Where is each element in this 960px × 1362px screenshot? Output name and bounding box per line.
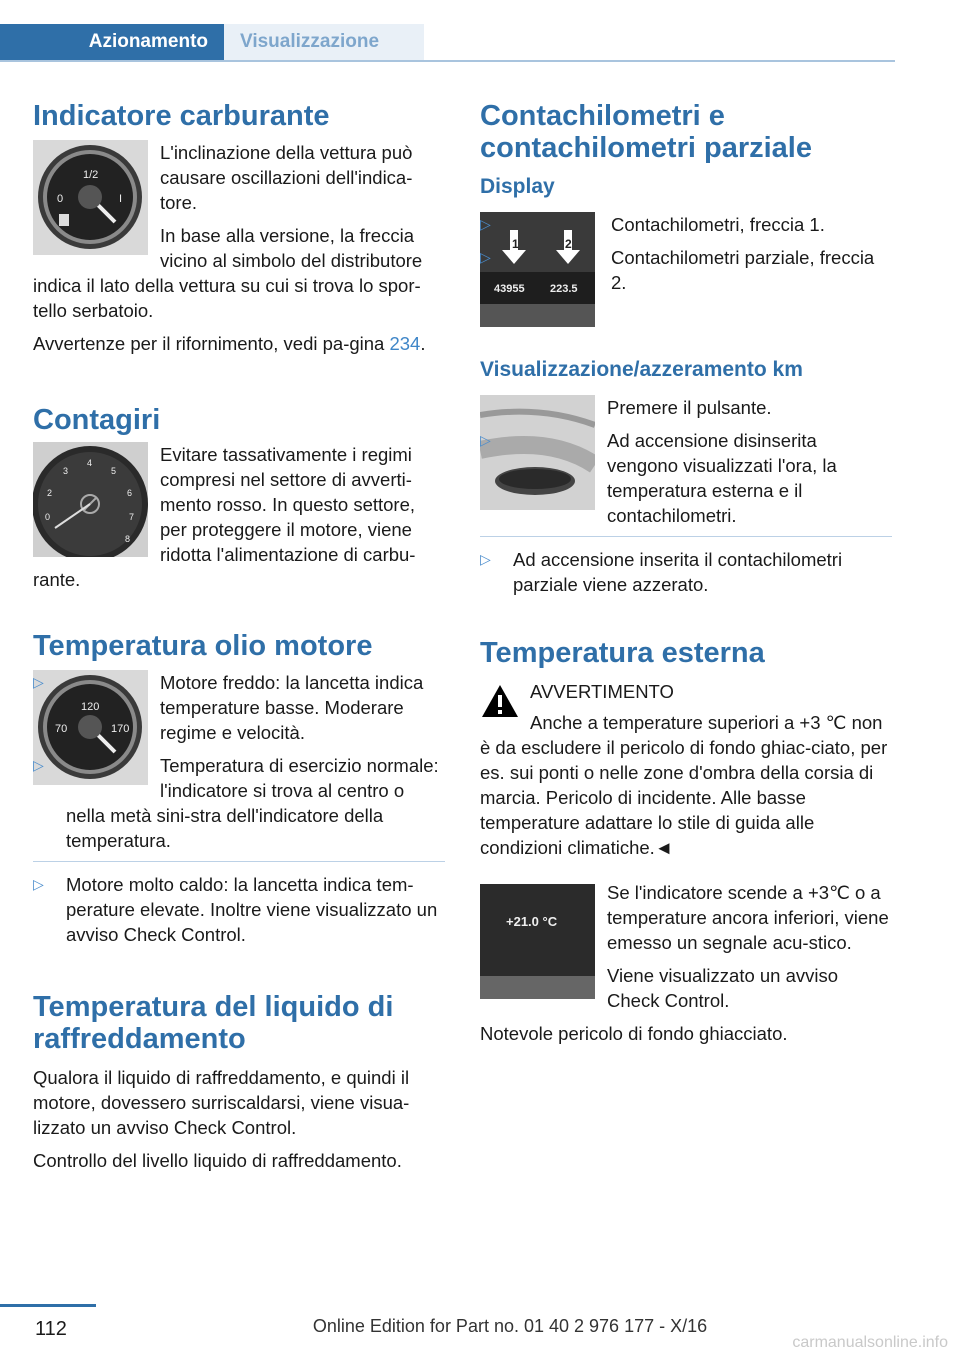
outside-p2: Viene visualizzato un avviso Check Control. [607,965,839,1011]
tach-5: 5 [111,466,117,476]
fuel-gauge-half: 1/2 [83,169,99,181]
odometer-title: Contachilometri e contachilometri parziale [480,100,812,164]
triangle-bullet-icon: ▷ [33,757,44,773]
tachometer-image [33,442,148,557]
tach-8: 8 [125,534,131,544]
rpm-p1: Evitare tassativamente i regimi compresi nel settore di avverti-mento rosso. In questo settore, per proteggere il motore, viene ridotta l'alimentazione di carbu-rante. [33,444,416,590]
reset-subtitle: Visualizzazione/azzeramento km [480,358,803,381]
list-item [33,670,445,745]
section-coolant [33,991,445,1173]
fuel-p3-text: Avvertenze per il rifornimento, vedi pa-gina [33,333,390,354]
section-outside-temp [480,637,892,1046]
oil-item-2: Temperatura di esercizio normale: l'indicatore si trova al centro o nella metà sini-stra dell'indicatore della temperatura. [66,755,439,851]
list-item [480,212,892,237]
warning-text: Anche a temperature superiori a +3 ℃ non è da escludere il pericolo di fondo ghiac-ciato, per es. sui ponti o nelle zone d'ombra della corsia di marcia. Pericolo di incidente. Alle basse temperature adattare lo stile di guida alle condizioni climatiche.◄ [480,712,888,858]
fuel-title: Indicatore carburante [33,100,330,132]
arrow-2-label: 2 [565,237,572,251]
oil-title: Temperatura olio motore [33,630,373,662]
triangle-bullet-icon: ▷ [33,674,44,690]
coolant-p1: Qualora il liquido di raffreddamento, e quindi il motore, dovessero surriscaldarsi, viene visua-lizzato un avviso Check Control. [33,1067,410,1138]
tab-azionamento[interactable]: Azionamento [0,24,224,60]
tach-0: 0 [45,512,51,522]
coolant-title: Temperatura del liquido di raffreddamento [33,991,394,1055]
page-number: 112 [35,1318,67,1340]
triangle-bullet-icon: ▷ [33,876,44,892]
fuel-gauge-zero: 0 [57,193,64,205]
triangle-bullet-icon: ▷ [480,432,491,448]
display-item-2: Contachilometri parziale, freccia 2. [611,247,875,293]
header-tabs [0,24,895,62]
fuel-p3-end: . [420,333,426,354]
outside-p1: Se l'indicatore scende a +3℃ o a temperature ancora inferiori, viene emesso un segnale acu-stico. [607,882,889,953]
left-column [33,100,445,1173]
warning-triangle-icon [480,683,520,719]
edition-line: Online Edition for Part no. 01 40 2 976 177 - X/16 [312,1316,708,1336]
oil-gauge-low: 70 [55,723,68,735]
outside-title: Temperatura esterna [480,637,765,669]
display-item-1: Contachilometri, freccia 1. [611,214,825,235]
section-oil [33,630,445,947]
list-item [480,428,892,528]
tach-4: 4 [87,458,93,468]
fuel-p3 [33,331,445,356]
triangle-bullet-icon: ▷ [480,551,491,567]
tach-7: 7 [129,512,135,522]
oil-list-2 [33,872,445,947]
reset-list [480,428,892,528]
outside-temp-display-image [480,884,595,999]
rpm-title: Contagiri [33,404,161,436]
odometer-trip: 223.5 [550,283,578,295]
tach-6: 6 [127,488,133,498]
oil-gauge-high: 170 [111,723,130,735]
oil-list [33,670,445,853]
reset-item-2: Ad accensione inserita il contachilometri parziale viene azzerato. [513,549,843,595]
fuel-gauge-image [33,140,148,255]
oil-gauge-mid: 120 [81,701,100,713]
tab-visualizzazione[interactable]: Visualizzazione [224,24,424,60]
fuel-p2: In base alla versione, la freccia vicino al simbolo del distributore indica il lato della vettura su cui si trova lo spor-tello serbatoio. [33,225,423,321]
triangle-bullet-icon: ▷ [480,249,491,265]
list-item [33,753,445,853]
odometer-total: 43955 [494,283,525,295]
outside-temp-value: +21.0 °C [506,914,558,929]
list-item [480,245,892,295]
fuel-gauge-full: I [119,193,123,205]
outside-p3: Notevole pericolo di fondo ghiacciato. [480,1023,788,1044]
divider [480,536,892,537]
display-subtitle: Display [480,175,555,198]
list-item [33,872,445,947]
reset-item-1: Ad accensione disinserita vengono visualizzati l'ora, la temperatura esterna e il contachilometri. [607,430,837,526]
triangle-bullet-icon: ▷ [480,216,491,232]
oil-item-1: Motore freddo: la lancetta indica temperature basse. Moderare regime e velocità. [160,672,424,743]
tach-3: 3 [63,466,69,476]
footer-rule [0,1304,96,1307]
right-column [480,100,892,1046]
section-rpm [33,404,445,592]
header-rule [0,60,895,62]
divider [33,861,445,862]
reset-list-2 [480,547,892,597]
arrow-1-label: 1 [512,237,519,251]
tach-2: 2 [47,488,53,498]
display-list [480,212,892,295]
watermark: carmanualsonline.info [792,1334,948,1351]
page-link-234[interactable]: 234 [389,333,421,354]
warning-title: AVVERTIMENTO [530,681,674,702]
section-odometer [480,100,892,597]
oil-item-3: Motore molto caldo: la lancetta indica tem-perature elevate. Inoltre viene visualizzato un avviso Check Control. [66,874,438,945]
reset-press: Premere il pulsante. [607,397,772,418]
coolant-p2: Controllo del livello liquido di raffreddamento. [33,1150,402,1171]
fuel-p1: L'inclinazione della vettura può causare oscillazioni dell'indica-tore. [160,142,413,213]
section-fuel [33,100,445,356]
list-item [480,547,892,597]
